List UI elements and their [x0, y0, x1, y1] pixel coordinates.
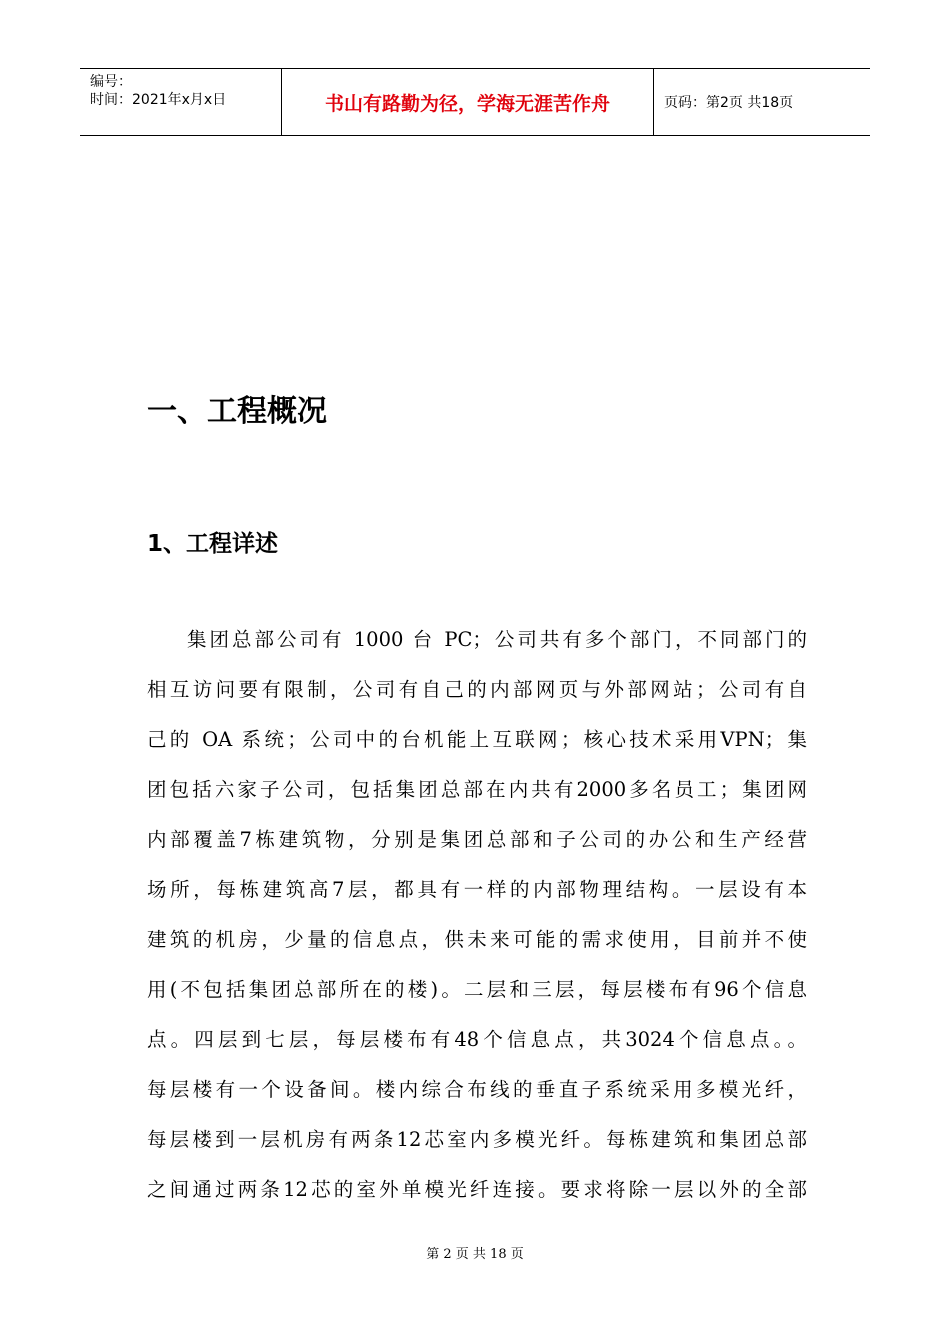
header-page-info: 页码：第2页 共18页: [664, 95, 794, 111]
header-motto: 书山有路勤为径，学海无涯苦作舟: [282, 69, 654, 135]
subsection-heading: 1、工程详述: [147, 531, 279, 557]
paragraph-line: 己的 OA 系统；公司中的台机能上互联网；核心技术采用VPN；集: [147, 728, 807, 751]
paragraph-line: 之间通过两条12芯的室外单模光纤连接。要求将除一层以外的全部: [147, 1178, 807, 1201]
page-header: [80, 68, 870, 136]
document-time-label: 时间：2021年x月x日: [90, 92, 227, 108]
paragraph-line: 团包括六家子公司，包括集团总部在内共有2000多名员工；集团网: [147, 778, 807, 801]
page-footer: 第 2 页 共 18 页: [426, 1247, 524, 1262]
paragraph-line: 集团总部公司有 1000 台 PC；公司共有多个部门，不同部门的: [187, 628, 807, 651]
document-number-label: 编号：: [90, 74, 132, 90]
paragraph-line: 场所，每栋建筑高7层，都具有一样的内部物理结构。一层设有本: [147, 878, 807, 901]
paragraph-line: 建筑的机房，少量的信息点，供未来可能的需求使用，目前并不使: [147, 928, 807, 951]
paragraph-line: 点。四层到七层，每层楼布有48个信息点，共3024个信息点。。: [147, 1028, 807, 1051]
paragraph-line: 用(不包括集团总部所在的楼)。二层和三层，每层楼布有96个信息: [147, 978, 807, 1001]
body-paragraph: [147, 615, 807, 1215]
paragraph-line: 内部覆盖7栋建筑物，分别是集团总部和子公司的办公和生产经营: [147, 828, 807, 851]
paragraph-line: 每层楼有一个设备间。楼内综合布线的垂直子系统采用多模光纤，: [147, 1078, 807, 1101]
section-heading: 一、工程概况: [147, 394, 327, 429]
paragraph-line: 每层楼到一层机房有两条12芯室内多模光纤。每栋建筑和集团总部: [147, 1128, 807, 1151]
paragraph-line: 相互访问要有限制，公司有自己的内部网页与外部网站；公司有自: [147, 678, 807, 701]
header-meta: [80, 69, 282, 135]
